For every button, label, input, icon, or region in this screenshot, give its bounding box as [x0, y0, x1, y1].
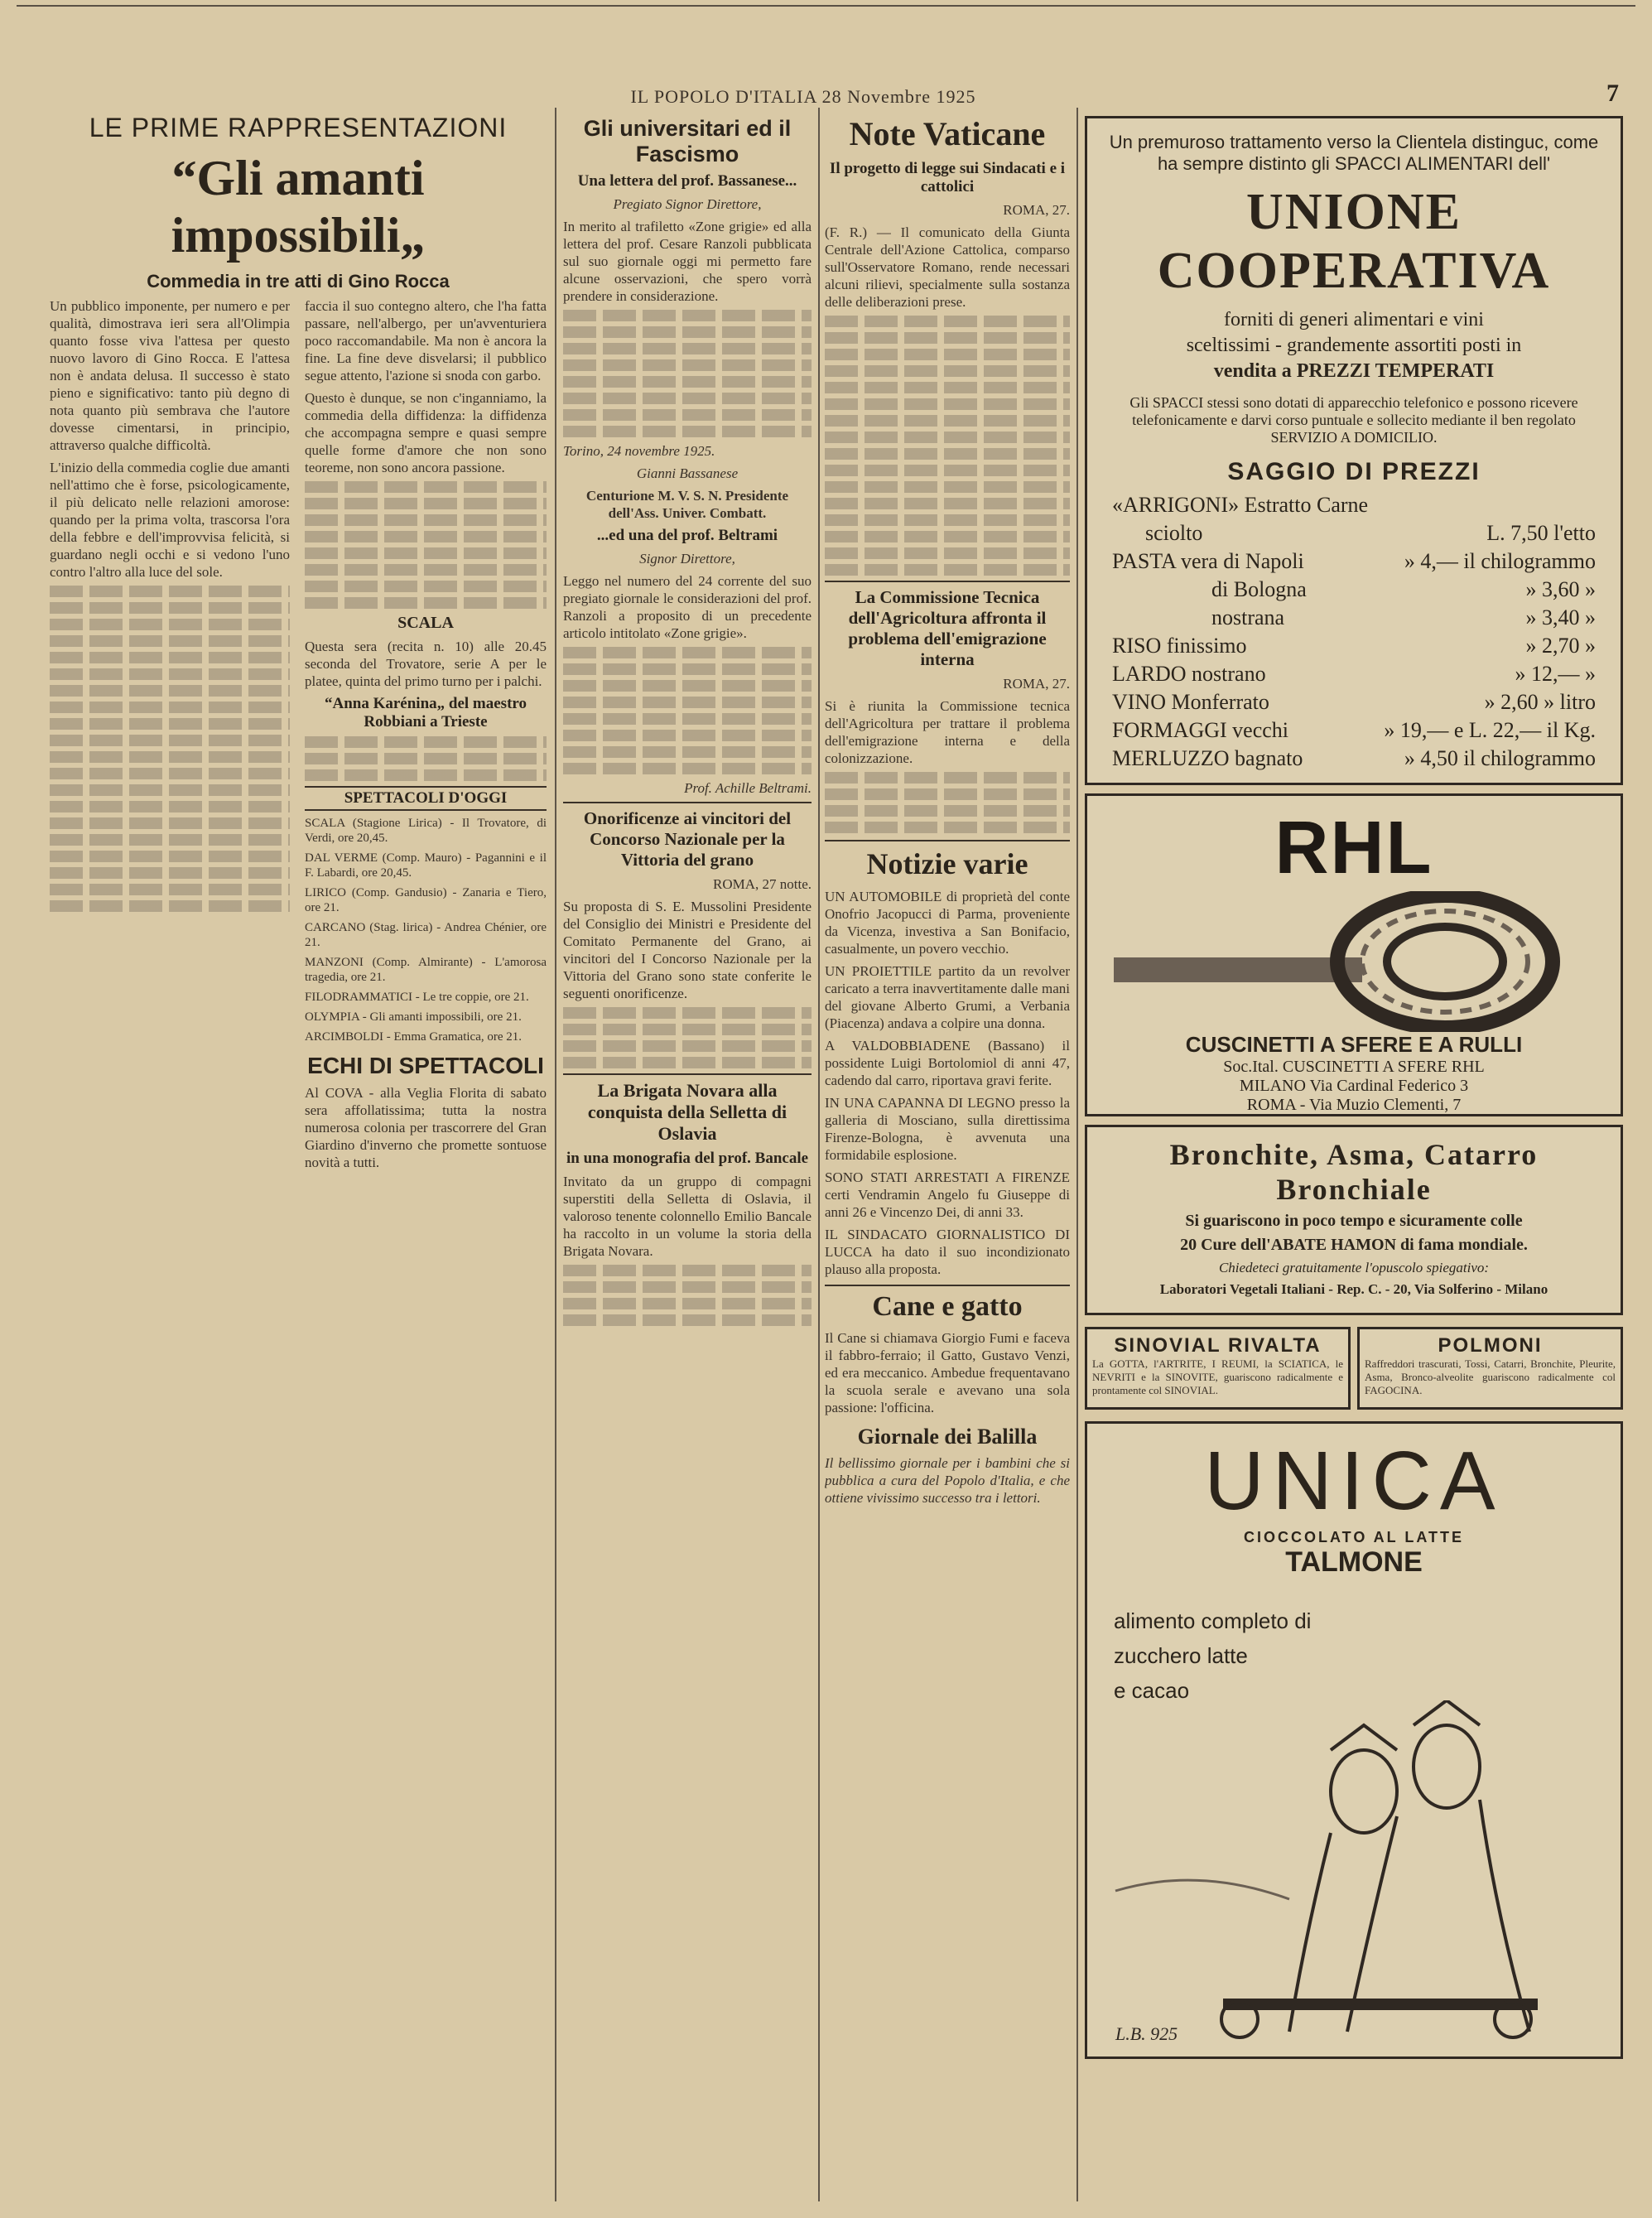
onorificenze-date: ROMA, 27 notte. — [713, 876, 812, 892]
commissione-text: Si è riunita la Commissione tecnica dell'Agricoltura per trattare il problema dell'emigrazione interna e della colonizzazione. — [825, 698, 1070, 766]
article-continuation: faccia il suo contegno altero, che l'ha fatta passare, nell'albergo, per un'avventuriera poco raccomandabile. Ma non è ancora la fine. La fine deve disvelarsi; il pubblico segue attento, l'azione si snoda con garbo. — [305, 298, 547, 383]
price-row: di Bologna » 3,60 » — [1211, 577, 1596, 601]
onorificenze-text: Su proposta di S. E. Mussolini Presidente del Consiglio dei Ministri e Presidente del Comitato Permanente del Grano, ai vincitori del I Concorso Nazionale per la Vittoria del Grano sono state conferite le seguenti onorificenze. — [563, 899, 812, 1001]
rhl-logo: RHL — [1274, 807, 1433, 890]
list-item: SCALA (Stagione Lirica) - Il Trovatore, di Verdi, ore 20,45. — [305, 817, 547, 845]
letter-1-place: Torino, 24 novembre 1925. — [563, 443, 715, 459]
salute-1: Pregiato Signor Direttore, — [613, 196, 762, 212]
balilla-text: Il bellissimo giornale per i bambini che si pubblica a cura del Popolo d'Italia, e che ottiene vivissimo successo tra i lettori. — [825, 1455, 1070, 1506]
unica-sub-2: TALMONE — [1285, 1546, 1423, 1578]
list-item: A VALDOBBIADENE (Bassano) il possidente Luigi Bortolomiol di anni 47, cadendo dal carro, riportava gravi ferite. — [825, 1038, 1070, 1088]
unione-line-1: forniti di generi alimentari e vini — [1224, 309, 1484, 330]
bronchite-line-3: Chiedeteci gratuitamente l'opuscolo spiegativo: — [1218, 1260, 1490, 1275]
article-subtitle: Commedia in tre atti di Gino Rocca — [147, 271, 450, 292]
cane-gatto-heading: Cane e gatto — [825, 1285, 1070, 1323]
unica-title: UNICA — [1204, 1434, 1504, 1527]
letter-2-signature: Prof. Achille Beltrami. — [684, 780, 812, 796]
balilla-heading: Giornale dei Balilla — [857, 1425, 1038, 1449]
commissione-date: ROMA, 27. — [1003, 676, 1070, 692]
brigata-text: Invitato da un gruppo di compagni superstiti della Selletta di Oslavia, il valoroso tenente colonnello Emilio Bancale ha raccolto in un volume la storia della Brigata Novara. — [563, 1174, 812, 1259]
soldiers-illustration — [1099, 1700, 1612, 2048]
brigata-heading: La Brigata Novara alla conquista della Selletta di Oslavia — [563, 1073, 812, 1145]
unione-note: Gli SPACCI stessi sono dotati di apparecchio telefonico e possono ricevere telefonicamente e darvi corso puntuale e sollecito mediante il ben regolato SERVIZIO A DOMICILIO. — [1129, 394, 1578, 446]
bronchite-line-4: Laboratori Vegetali Italiani - Rep. C. - 20, Via Solferino - Milano — [1159, 1281, 1548, 1297]
brigata-subheading: in una monografia del prof. Bancale — [566, 1150, 809, 1167]
small-ads-row — [1085, 1324, 1623, 1413]
unica-sub-1: CIOCCOLATO AL LATTE — [1244, 1529, 1464, 1545]
scala-heading: SCALA — [397, 614, 454, 632]
salute-2: Signor Direttore, — [639, 551, 735, 567]
letter-1-name: Gianni Bassanese — [636, 465, 739, 481]
price-row: PASTA vera di Napoli » 4,— il chilogrammo — [1112, 549, 1596, 573]
theatre-article — [50, 108, 547, 2201]
list-item: FILODRAMMATICI - Le tre coppie, ore 21. — [305, 991, 529, 1004]
article-body: L'inizio della commedia coglie due amanti nell'attimo che è forse, psicologicamente, il più delicato nelle relazioni amorose: quando per la prima volta, trascorsa l'ora della febbre e dell'improvvisa felicità, si guardano negli occhi e si vedono l'uno contro l'altro alla luce del sole. — [50, 460, 290, 580]
unica-line-2: zucchero latte — [1114, 1643, 1248, 1668]
notizie-heading: Notizie varie — [825, 840, 1070, 881]
unica-signature: L.B. 925 — [1115, 2023, 1178, 2044]
sinovial-text: La GOTTA, l'ARTRITE, I REUMI, la SCIATICA, le NEVRITI e la SINOVITE, guariscono radicalmente e prontamente col SINOVIAL. — [1092, 1357, 1343, 1396]
price-row: FORMAGGI vecchi » 19,— e L. 22,— il Kg. — [1112, 718, 1596, 742]
rhl-line-4: ROMA - Via Muzio Clementi, 7 — [1246, 1096, 1462, 1114]
price-row: RISO finissimo » 2,70 » — [1112, 634, 1596, 658]
unica-line-1: alimento completo di — [1114, 1608, 1312, 1633]
notizie-list — [825, 888, 1070, 1278]
commissione-heading: La Commissione Tecnica dell'Agricoltura affronta il problema dell'emigrazione interna — [825, 581, 1070, 670]
column-universitari — [563, 108, 812, 2201]
polmoni-title: POLMONI — [1438, 1334, 1543, 1357]
spettacoli-list — [305, 816, 547, 1044]
price-row: MERLUZZO bagnato » 4,50 il chilogrammo — [1112, 746, 1596, 770]
column-rule — [555, 108, 556, 2201]
echi-heading: ECHI DI SPETTACOLI — [307, 1053, 544, 1078]
article-title: “Gli amanti impossibili„ — [171, 151, 426, 263]
price-row: LARDO nostrano » 12,— » — [1112, 662, 1596, 686]
list-item: MANZONI (Comp. Almirante) - L'amorosa tragedia, ore 21. — [305, 956, 547, 984]
vaticane-body: (F. R.) — Il comunicato della Giunta Centrale dell'Azione Cattolica, comparso sull'Osservatore Romano, rende necessari alcuni rilievi, specialmente sulla sostanza delle deliberazioni prese. — [825, 224, 1070, 310]
saggio-heading: SAGGIO DI PREZZI — [1227, 458, 1481, 485]
cane-gatto-text: Il Cane si chiamava Giorgio Fumi e faceva il fabbro-ferraio; il Gatto, Gustavo Venzi, ed era meccanico. Ambedue frequentavano la scuola serale e avevano una sola passione: l'officina. — [825, 1330, 1070, 1415]
universitari-sub1: Una lettera del prof. Bassanese... — [577, 172, 797, 190]
list-item: UN AUTOMOBILE di proprietà del conte Onofrio Jacopucci di Parma, proveniente da Vicenza, investiva a San Bonifacio, casualmente, un povero vecchio. — [825, 889, 1070, 957]
page-number: 7 — [1606, 80, 1619, 107]
unione-line-3: vendita a PREZZI TEMPERATI — [1213, 360, 1495, 382]
unione-line-2: sceltissimi - grandemente assortiti posti in — [1186, 335, 1522, 356]
universitari-title: Gli universitari ed il Fascismo — [583, 116, 792, 166]
ads-column — [1085, 108, 1623, 2201]
list-item: OLYMPIA - Gli amanti impossibili, ore 21. — [305, 1010, 522, 1024]
bronchite-line-2: 20 Cure dell'ABATE HAMON di fama mondiale. — [1180, 1236, 1528, 1254]
price-row: VINO Monferrato » 2,60 » litro — [1112, 690, 1596, 714]
vaticane-subtitle: Il progetto di legge sui Sindacati e i cattolici — [829, 160, 1066, 195]
rhl-line-2: Soc.Ital. CUSCINETTI A SFERE RHL — [1223, 1058, 1485, 1076]
price-row: «ARRIGONI» Estratto Carne — [1112, 493, 1369, 517]
list-item: DAL VERME (Comp. Mauro) - Pagannini e il F. Labardi, ore 20,45. — [305, 851, 547, 880]
top-rule — [17, 5, 1635, 7]
rhl-ad — [1085, 793, 1623, 1116]
bearing-illustration — [1097, 891, 1611, 1032]
letter-1-role: Centurione M. V. S. N. Presidente dell'Ass. Univer. Combatt. — [585, 488, 789, 521]
bronchite-title: Bronchite, Asma, Catarro Bronchiale — [1169, 1138, 1539, 1206]
unione-intro: Un premuroso trattamento verso la Clientela distinguc, come ha sempre distinto gli SPACCI ALIMENTARI dell' — [1109, 132, 1599, 174]
price-row: sciolto L. 7,50 l'etto — [1145, 521, 1596, 545]
list-item: IN UNA CAPANNA DI LEGNO presso la galleria di Mosciano, sulla direttissima Firenze-Bologna, è avvenuta una formidabile esplosione. — [825, 1095, 1070, 1163]
rhl-line-3: MILANO Via Cardinal Federico 3 — [1239, 1077, 1469, 1095]
polmoni-text: Raffreddori trascurati, Tossi, Catarri, Bronchite, Pleurite, Asma, Bronco-alveolite guariscono radicalmente col FAGOCINA. — [1365, 1357, 1616, 1396]
rhl-line-1: CUSCINETTI A SFERE E A RULLI — [1185, 1032, 1523, 1057]
unione-name: UNIONE COOPERATIVA — [1157, 184, 1551, 299]
echi-text: Al COVA - alla Veglia Florita di sabato sera affollatissima; tutta la nostra numerosa colonia per trascorrere del Gran Giardino d'inverno che promette sontuose novità a tutti. — [305, 1085, 547, 1170]
unica-description — [1114, 1603, 1611, 1708]
sinovial-title: SINOVIAL RIVALTA — [1114, 1334, 1322, 1357]
letter-2-body: Leggo nel numero del 24 corrente del suo pregiato giornale le considerazioni del prof. Ranzoli a proposito di un precedente articolo intitolato «Zone grigie». — [563, 573, 812, 641]
sinovial-ad — [1085, 1327, 1351, 1410]
list-item: SONO STATI ARRESTATI A FIRENZE certi Vendramin Angelo fu Giuseppe di anni 26 e Vincenzo Dei, di anni 33. — [825, 1169, 1070, 1220]
list-item: UN PROIETTILE partito da un revolver caricato a terra inavvertitamente dalle mani del giovane Alberto Grumi, a Verbania (Piacenza) andava a colpire una donna. — [825, 963, 1070, 1031]
article-lead: Un pubblico imponente, per numero e per qualità, dimostrava ieri sera all'Olimpia quanto fosse viva l'attesa per questo nuovo lavoro di Gino Rocca. E l'attesa non è andata delusa. Il successo è stato pieno e significativo: tanto più degno di nota quanto più sembrava che l'autore dovesse cimentarsi, in principio, attraverso qualche difficoltà. — [50, 298, 290, 453]
price-row: nostrana » 3,40 » — [1211, 605, 1596, 629]
vaticane-date: ROMA, 27. — [1003, 202, 1070, 218]
list-item: ARCIMBOLDI - Emma Gramatica, ore 21. — [305, 1030, 523, 1044]
universitari-sub2: ...ed una del prof. Beltrami — [596, 527, 778, 544]
article-kicker: LE PRIME RAPPRESENTAZIONI — [89, 113, 508, 142]
bronchite-ad — [1085, 1125, 1623, 1315]
scala-text: Questa sera (recita n. 10) alle 20.45 seconda del Trovatore, serie A per le platee, quinta del primo turno per i palchi. — [305, 639, 547, 689]
article-body-2: Questo è dunque, se non c'inganniamo, la commedia della diffidenza: la diffidenza che accompagna sempre e quasi sempre quelle forme d'amore che non sono teoreme, non sono ancora passione. — [305, 390, 547, 475]
spettacoli-heading: SPETTACOLI D'OGGI — [305, 786, 547, 811]
unica-talmone-ad — [1085, 1421, 1623, 2059]
list-item: IL SINDACATO GIORNALISTICO DI LUCCA ha dato il suo incondizionato plauso alla proposta. — [825, 1227, 1070, 1277]
running-head: IL POPOLO D'ITALIA 28 Novembre 1925 — [630, 86, 976, 107]
anna-heading: “Anna Karénina„ del maestro Robbiani a Trieste — [324, 695, 527, 730]
vaticane-title: Note Vaticane — [849, 115, 1046, 152]
price-list — [1097, 491, 1611, 773]
unione-cooperativa-ad — [1085, 116, 1623, 785]
onorificenze-heading: Onorificenze ai vincitori del Concorso Nazionale per la Vittoria del grano — [563, 802, 812, 870]
polmoni-ad — [1357, 1327, 1623, 1410]
column-vaticane — [825, 108, 1070, 2201]
letter-1-body: In merito al trafiletto «Zone grigie» ed alla lettera del prof. Cesare Ranzoli pubblicata sul suo giornale oggi mi permetto fare alcune osservazioni, che spero vorrà prendere in considerazione. — [563, 219, 812, 304]
list-item: CARCANO (Stag. lirica) - Andrea Chénier, ore 21. — [305, 921, 547, 949]
column-rule — [1076, 108, 1078, 2201]
list-item: LIRICO (Comp. Gandusio) - Zanaria e Tiero, ore 21. — [305, 886, 547, 914]
unica-line-3: e cacao — [1114, 1678, 1190, 1703]
bronchite-line-1: Si guariscono in poco tempo e sicuramente colle — [1185, 1212, 1523, 1230]
column-rule — [818, 108, 820, 2201]
